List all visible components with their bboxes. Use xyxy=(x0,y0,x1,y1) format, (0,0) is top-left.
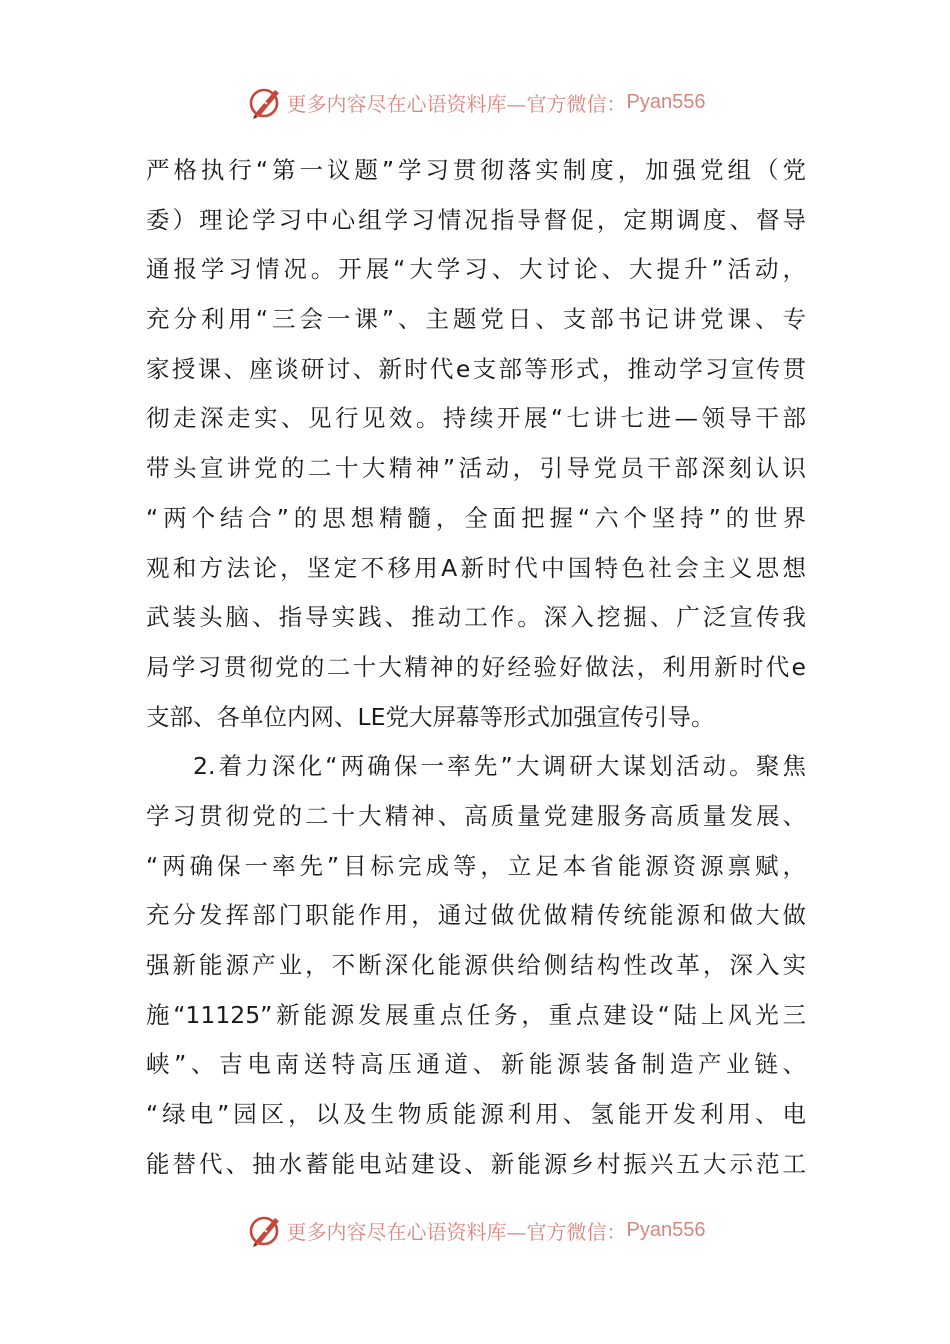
header-watermark-banner xyxy=(0,80,950,124)
body-line: “两确保一率先”目标完成等，立足本省能源资源禀赋， xyxy=(146,851,806,880)
banner-text: 更多内容尽在心语资料库—官方微信： xyxy=(286,91,627,116)
banner-text: 更多内容尽在心语资料库—官方微信： xyxy=(286,1219,627,1244)
footer-watermark-banner xyxy=(0,1208,950,1252)
document-body xyxy=(146,146,806,1190)
body-line: 强新能源产业，不断深化能源供给侧结构性改革，深入实 xyxy=(146,951,806,979)
body-line: 武装头脑、指导实践、推动工作。深入挖掘、广泛宣传我 xyxy=(146,603,806,632)
banner-wechat-handle: Pyan556 xyxy=(626,1218,706,1241)
body-line: 彻走深走实、见行见效。持续开展“七讲七进—领导干部 xyxy=(146,404,806,433)
body-line: 学习贯彻党的二十大精神、高质量党建服务高质量发展、 xyxy=(146,801,806,830)
body-line: 通报学习情况。开展“大学习、大讨论、大提升”活动， xyxy=(146,255,806,284)
body-line: 充分发挥部门职能作用，通过做优做精传统能源和做大做 xyxy=(146,901,806,930)
banner-wechat-handle: Pyan556 xyxy=(626,90,706,113)
body-line: 严格执行“第一议题”学习贯彻落实制度，加强党组（党 xyxy=(146,156,806,184)
body-line: 峡”、吉电南送特高压通道、新能源装备制造产业链、 xyxy=(146,1050,806,1079)
pen-logo-icon xyxy=(245,1210,285,1250)
body-line: 能替代、抽水蓄能电站建设、新能源乡村振兴五大示范工 xyxy=(146,1149,806,1178)
body-line: “两个结合”的思想精髓，全面把握“六个坚持”的世界 xyxy=(146,503,806,532)
body-line: 委）理论学习中心组学习情况指导督促，定期调度、督导 xyxy=(146,205,806,234)
body-line: 局学习贯彻党的二十大精神的好经验好做法，利用新时代e xyxy=(146,652,806,681)
body-line: 施“11125”新能源发展重点任务，重点建设“陆上风光三 xyxy=(146,1000,806,1029)
body-line: 充分利用“三会一课”、主题党日、支部书记讲党课、专 xyxy=(146,305,806,334)
pen-logo-icon xyxy=(245,82,285,122)
body-line: “绿电”园区，以及生物质能源利用、氢能开发利用、电 xyxy=(146,1100,806,1129)
body-line: 支部、各单位内网、LE党大屏幕等形式加强宣传引导。 xyxy=(146,702,715,731)
body-line: 带头宣讲党的二十大精神”活动，引导党员干部深刻认识 xyxy=(146,454,806,483)
section-heading-line: 2.着力深化“两确保一率先”大调研大谋划活动。聚焦 xyxy=(193,752,806,781)
body-line: 观和方法论，坚定不移用A新时代中国特色社会主义思想 xyxy=(146,553,806,582)
body-line: 家授课、座谈研讨、新时代e支部等形式，推动学习宣传贯 xyxy=(146,354,806,383)
